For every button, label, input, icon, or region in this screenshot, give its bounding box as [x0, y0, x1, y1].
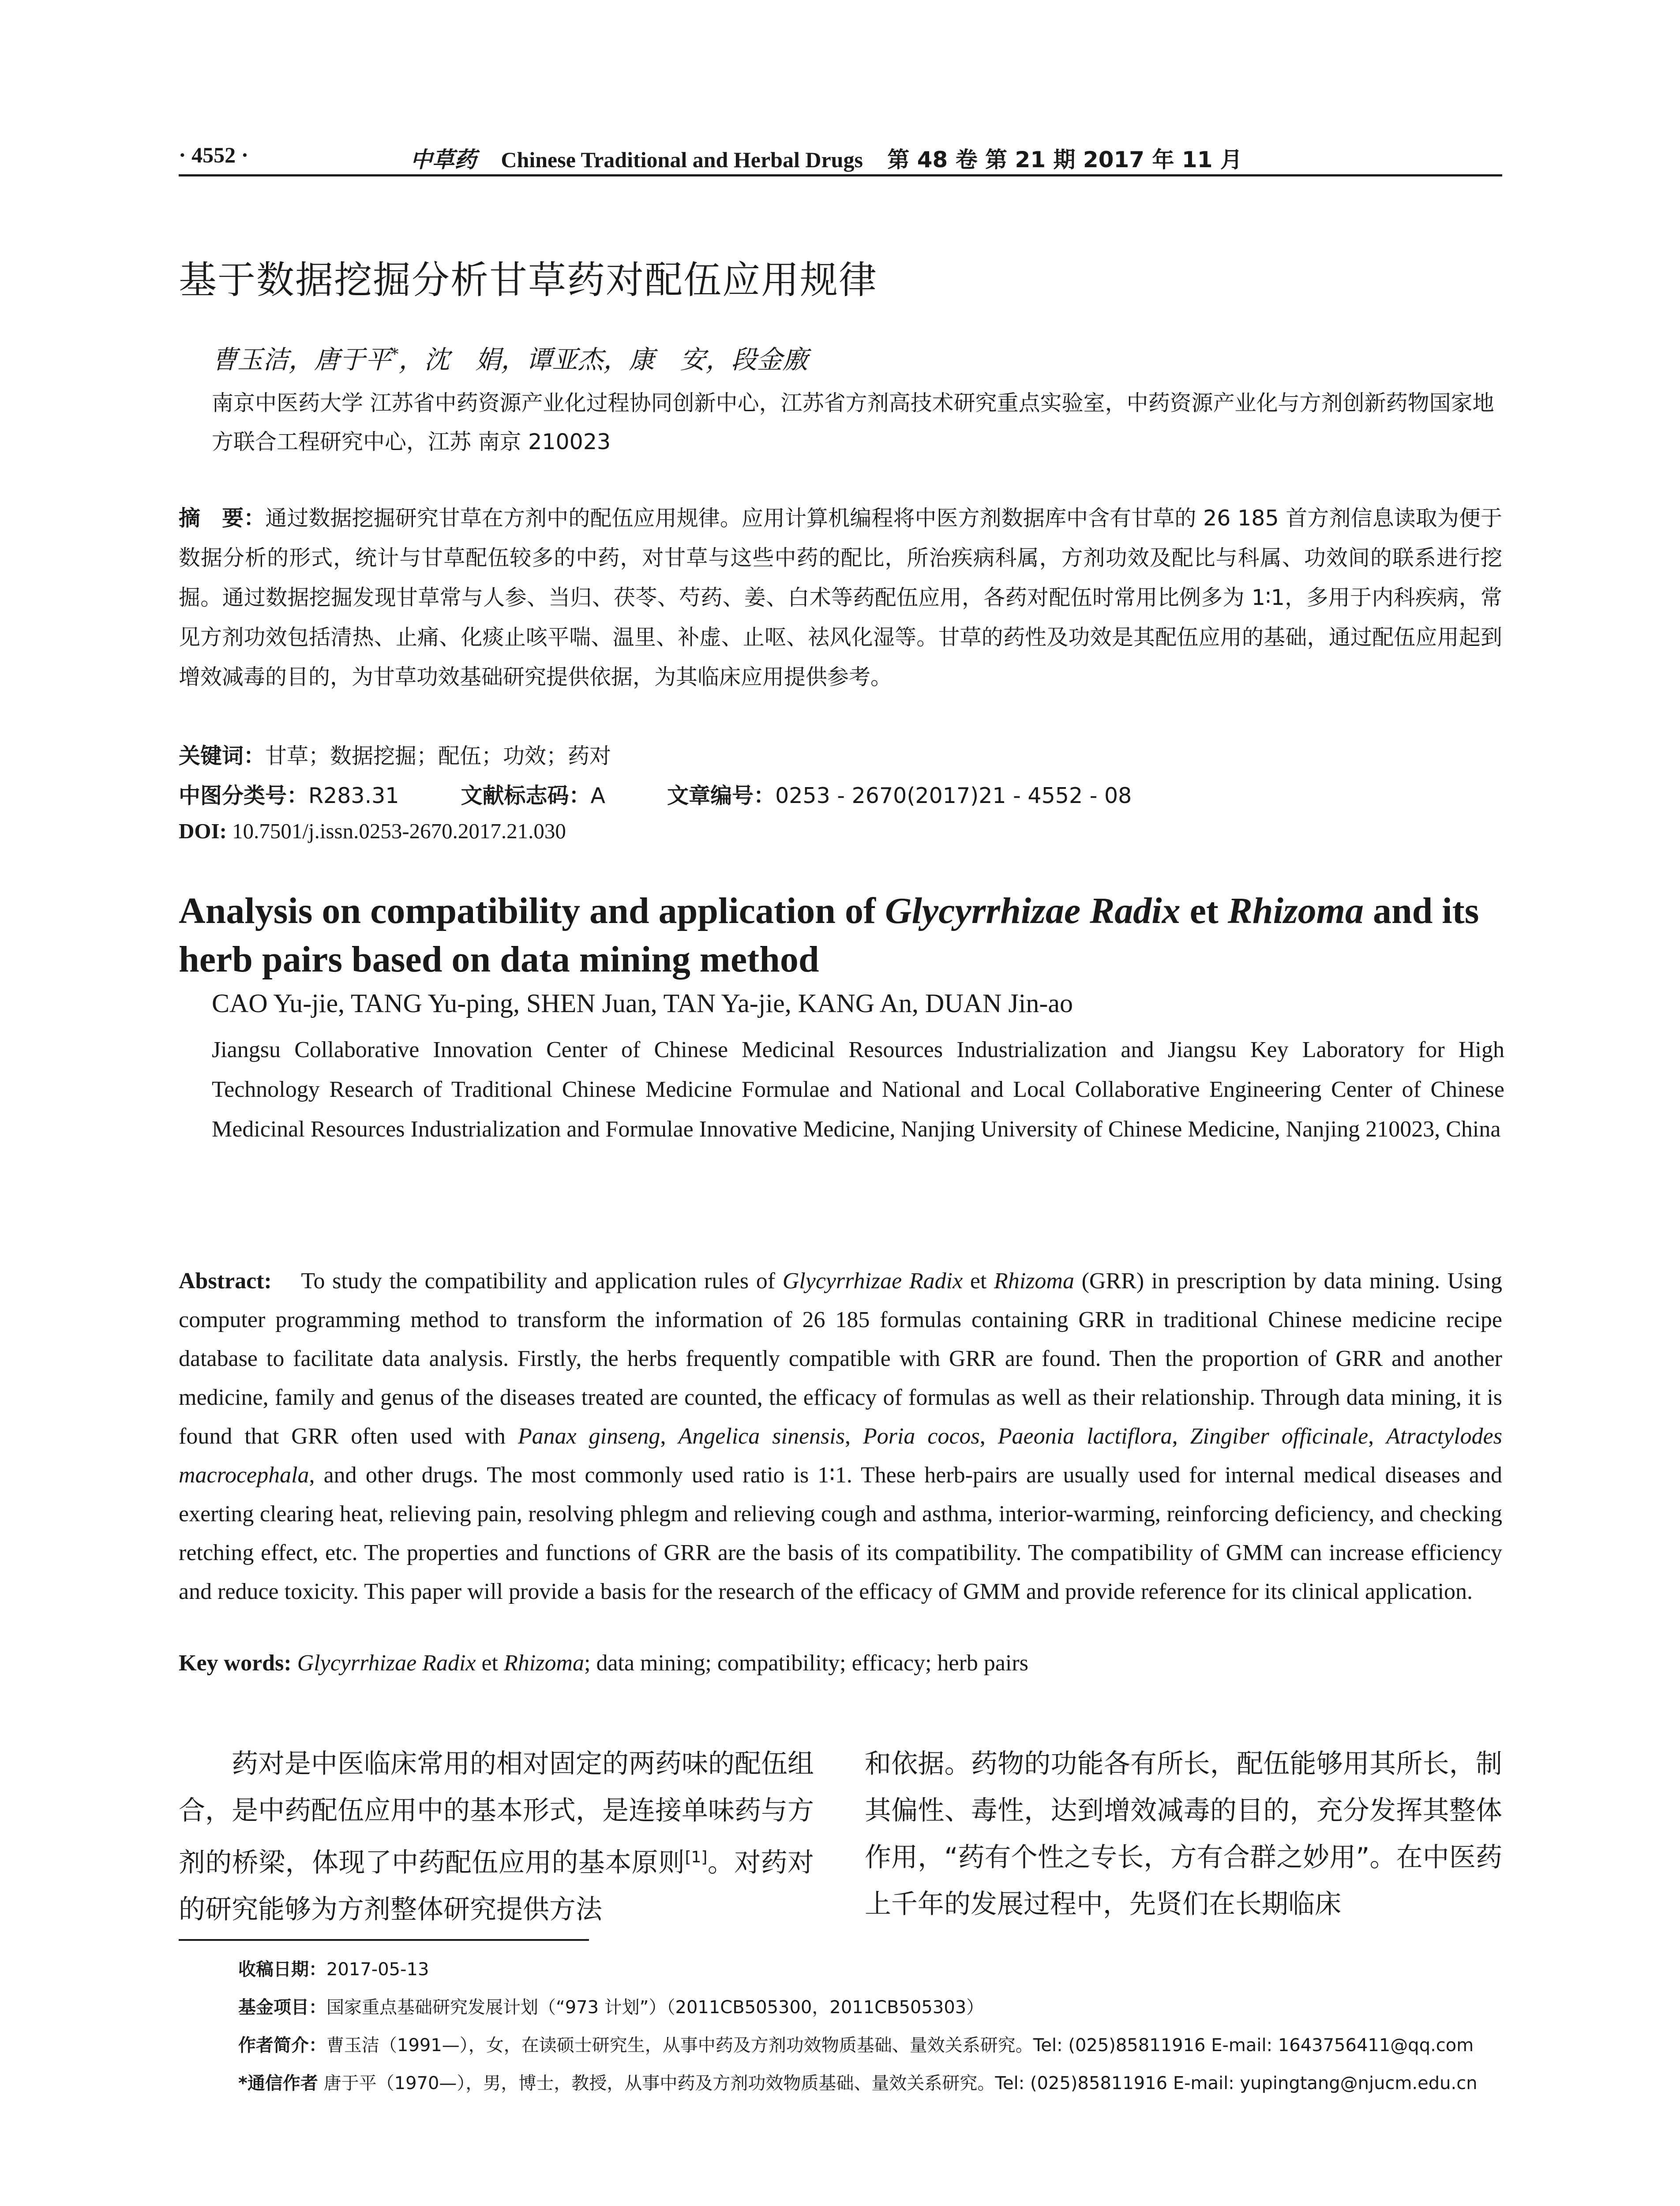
footnote-rule: [179, 1939, 589, 1941]
abstract-en-latin: Poria cocos: [862, 1424, 980, 1449]
abstract-en: [179, 1262, 1502, 1611]
affiliation-en: Jiangsu Collaborative Innovation Center of Chinese Medicinal Resources Industrialization and Jiangsu Key Laboratory for High Technology Research of Traditional Chinese Medicine Formulae and National and Local Collaborative Engineering Center of Chinese Medicinal Resources Industrialization and Formulae Innovative Medicine, Nanjing University of Chinese Medicine, Nanjing 210023, China: [212, 1037, 1504, 1142]
footnote-text: 唐于平（1970—），男，博士，教授，从事中药及方剂功效物质基础、量效关系研究。Tel: (025)85811916 E-mail: yupingtang@njucm.edu.cn: [318, 2073, 1478, 2093]
journal-name-en: Chinese Traditional and Herbal Drugs: [501, 147, 863, 172]
footnote-label: 基金项目：: [238, 1997, 326, 2018]
abstract-en-text: ,: [1368, 1424, 1387, 1449]
abstract-en-latin: Paeonia lactiflora: [998, 1424, 1172, 1449]
journal-issue: 第 48 卷 第 21 期 2017 年 11 月: [887, 147, 1242, 173]
doc-code-value: A: [590, 783, 606, 808]
body-text: 。对药对的研究能够为方剂整体研究提供方法: [179, 1847, 814, 1925]
abstract-en-latin: Zingiber officinale: [1190, 1424, 1369, 1449]
doi-label: DOI:: [179, 819, 227, 843]
keyword-text: et: [476, 1651, 504, 1676]
authors-cn-part2: ，沈 娟，谭亚杰，康 安，段金廒: [398, 345, 808, 375]
abstract-en-text: ,: [660, 1424, 679, 1449]
citation-ref[interactable]: [1]: [685, 1848, 708, 1866]
abstract-en-text: , and other drugs. The most commonly used ratio is 1∶1. These herb-pairs are usually used for internal medical diseases and exerting clearing heat, relieving pain, resolving phlegm and relieving cough and asthma, interior-warming, reinforcing deficiency, and checking retching effect, etc. The properties and functions of GRR are the basis of its compatibility. The compatibility of GMM can increase efficiency and reduce toxicity. This paper will provide a basis for the research of the efficacy of GMM and provide reference for its clinical application.: [179, 1463, 1502, 1604]
authors-en: CAO Yu-jie, TANG Yu-ping, SHEN Juan, TAN Ya-jie, KANG An, DUAN Jin-ao: [212, 989, 1073, 1018]
keywords-cn: [179, 739, 611, 770]
title-en-part: Analysis on compatibility and application of: [179, 890, 885, 931]
footnote-label: *通信作者: [238, 2073, 318, 2093]
doi-line: [179, 818, 566, 844]
title-en-part: et: [1180, 890, 1228, 931]
footnote-text: 2017-05-13: [326, 1959, 429, 1980]
article-number-label: 文章编号：: [667, 783, 776, 808]
body-column-right: 和依据。药物的功能各有所长，配伍能够用其所长，制其偏性、毒性，达到增效减毒的目的，充分发挥其整体作用，“药有个性之专长，方有合群之妙用”。在中医药上千年的发展过程中，先贤们在长期临床: [865, 1748, 1502, 1920]
footnote-text: 曹玉洁（1991—），女，在读硕士研究生，从事中药及方剂功效物质基础、量效关系研究。Tel: (025)85811916 E-mail: 1643756411@qq.com: [326, 2035, 1474, 2056]
corresponding-mark: *: [391, 345, 399, 364]
keyword-latin: Glycyrrhizae Radix: [297, 1651, 476, 1676]
abstract-cn-label: 摘 要：: [179, 506, 266, 531]
abstract-cn-text: 通过数据挖掘研究甘草在方剂中的配伍应用规律。应用计算机编程将中医方剂数据库中含有甘草的 26 185 首方剂信息读取为便于数据分析的形式，统计与甘草配伍较多的中药，对甘草与这些中药的配比，所治疾病科属，方剂功效及配比与科属、功效间的联系进行挖掘。通过数据挖掘发现甘草常与人参、当归、茯苓、芍药、姜、白术等药配伍应用，各药对配伍时常用比例多为 1∶1，多用于内科疾病，常见方剂功效包括清热、止痛、化痰止咳平喘、温里、补虚、止呕、祛风化湿等。甘草的药性及功效是其配伍应用的基础，通过配伍应用起到增效减毒的目的，为甘草功效基础研究提供依据，为其临床应用提供参考。: [179, 506, 1502, 690]
title-en-latin: Rhizoma: [1227, 890, 1364, 931]
title-en-latin: Glycyrrhizae Radix: [885, 890, 1181, 931]
footnote-label: 收稿日期：: [238, 1959, 326, 1980]
article-number-value: 0253 - 2670(2017)21 - 4552 - 08: [775, 783, 1132, 808]
abstract-en-latin: Atractylodes macrocephala: [179, 1424, 1502, 1488]
abstract-cn: [179, 499, 1502, 697]
page-number: · 4552 ·: [179, 143, 249, 167]
class-value: R283.31: [308, 783, 399, 808]
authors-cn-part1: 曹玉洁，唐于平: [212, 345, 391, 375]
journal-header: [410, 142, 1242, 174]
doi-value[interactable]: 10.7501/j.issn.0253-2670.2017.21.030: [226, 819, 566, 843]
keyword-text: ; data mining; compatibility; efficacy; herb pairs: [584, 1651, 1028, 1676]
footnote-author: [238, 2031, 1474, 2056]
abstract-en-latin: Glycyrrhizae Radix: [782, 1268, 963, 1294]
doc-code-label: 文献标志码：: [461, 783, 591, 808]
keywords-en-label: Key words:: [179, 1651, 292, 1676]
footnote-fund: [238, 1993, 984, 2018]
keywords-cn-text: 甘草；数据挖掘；配伍；功效；药对: [265, 743, 611, 769]
authors-cn: [212, 339, 808, 376]
abstract-en-latin: Rhizoma: [994, 1268, 1074, 1294]
header-rule: [179, 174, 1502, 176]
article-title-en: [179, 887, 1502, 984]
body-text: 药对是中医临床常用的相对固定的两药味的配伍组合，是中药配伍应用中的基本形式，是连接单味药与方剂的桥梁，体现了中药配伍应用的基本原则: [179, 1748, 814, 1878]
abstract-en-text: ,: [979, 1424, 998, 1449]
keywords-en: [179, 1650, 1502, 1676]
journal-name-cn: 中草药: [410, 146, 476, 173]
abstract-en-latin: Angelica sinensis: [678, 1424, 845, 1449]
keywords-cn-label: 关键词：: [179, 743, 266, 769]
abstract-en-text: ,: [1172, 1424, 1190, 1449]
body-column-left: [179, 1741, 814, 1933]
footnote-received: [238, 1955, 429, 1981]
title-en-part: and its herb pairs based on data mining method: [179, 890, 1479, 980]
abstract-en-text: To study the compatibility and application rules of: [301, 1268, 783, 1294]
footnote-corresponding: [238, 2069, 1478, 2094]
affiliation-cn: 南京中医药大学 江苏省中药资源产业化过程协同创新中心，江苏省方剂高技术研究重点实验室，中药资源产业化与方剂创新药物国家地方联合工程研究中心，江苏 南京 210023: [212, 390, 1494, 454]
class-label: 中图分类号：: [179, 783, 309, 808]
keyword-latin: Rhizoma: [504, 1651, 584, 1676]
abstract-en-latin: Panax ginseng: [518, 1424, 660, 1449]
abstract-en-text: ,: [844, 1424, 863, 1449]
abstract-en-text: (GRR) in prescription by data mining. Using computer programming method to transform the information of 26 185 formulas containing GRR in traditional Chinese medicine recipe database to facilitate data analysis. Firstly, the herbs frequently compatible with GRR are found. Then the proportion of GRR and another medicine, family and genus of the diseases treated are counted, the efficacy of formulas as well as their relationship. Through data mining, it is found that GRR often used with: [179, 1268, 1503, 1449]
footnote-text: 国家重点基础研究发展计划（“973 计划”）（2011CB505300，2011CB505303）: [326, 1997, 984, 2018]
classification-line: [179, 779, 1132, 810]
article-title-cn: 基于数据挖掘分析甘草药对配伍应用规律: [179, 258, 878, 302]
abstract-en-label: Abstract:: [179, 1268, 272, 1294]
abstract-en-text: et: [963, 1268, 994, 1294]
footnote-label: 作者简介：: [238, 2035, 326, 2056]
